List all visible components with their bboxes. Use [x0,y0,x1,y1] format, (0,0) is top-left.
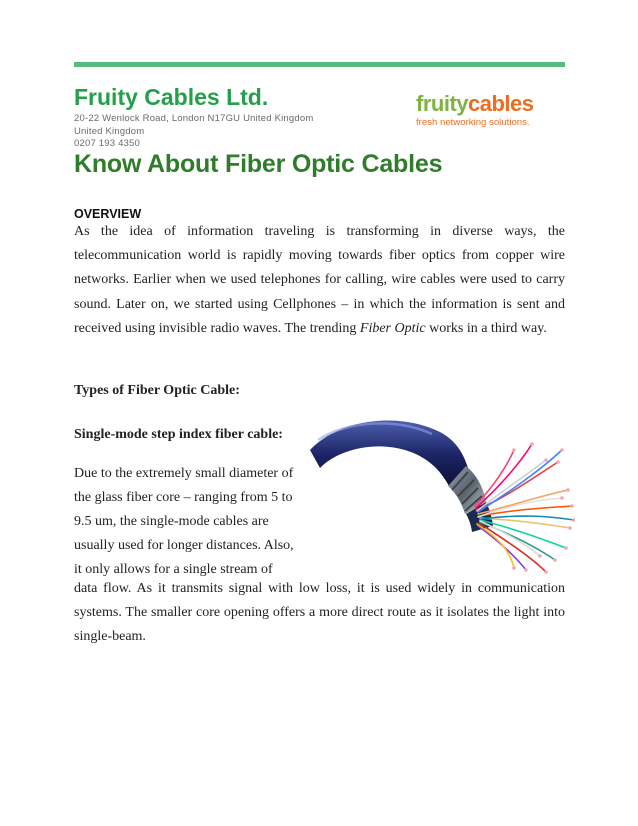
single-mode-line: 9.5 um, the single-mode cables are [74,514,269,529]
fruitycables-logo [416,93,556,133]
document-title: Know About Fiber Optic Cables [74,150,443,178]
overview-paragraph [74,220,565,341]
company-phone: 0207 193 4350 [74,138,140,149]
single-mode-heading: Single-mode step index fiber cable: [74,427,283,442]
logo-word-cables: cables [468,91,534,116]
company-address: 20-22 Wenlock Road, London N17GU United Kingdom [74,113,314,124]
fiber-optic-cable-image [300,410,575,576]
overview-text-emphasis: Fiber Optic [359,320,426,336]
single-mode-line: the glass fiber core – ranging from 5 to [74,490,293,505]
logo-wordmark [416,93,556,115]
overview-text-start: As the idea of information traveling is transforming in diverse ways, the telecommunication world is rapidly moving towards fiber optics from copper wire networks. Earlier when we used telephones for calling, wire cables were used to carry sound. Later on, we started using Cellphones – in which the information is sent and received using invisible radio waves. The trending [74,224,565,336]
company-name: Fruity Cables Ltd. [74,84,269,110]
logo-word-fruity: fruity [416,91,468,116]
company-country: United Kingdom [74,126,145,137]
header-rule [74,62,565,67]
types-heading: Types of Fiber Optic Cable: [74,383,240,398]
single-mode-text-wide: data flow. As it transmits signal with low loss, it is used widely in communication systems. The smaller core opening offers a more direct route as it isolates the light into single-beam. [74,581,565,645]
single-mode-line: usually used for longer distances. Also, [74,538,294,553]
overview-label: OVERVIEW [74,207,142,221]
logo-tagline: fresh networking solutions. [416,117,530,128]
overview-text-end: works in a third way. [425,320,547,336]
single-mode-line: Due to the extremely small diameter of [74,466,294,481]
single-mode-line: it only allows for a single stream of [74,562,273,577]
